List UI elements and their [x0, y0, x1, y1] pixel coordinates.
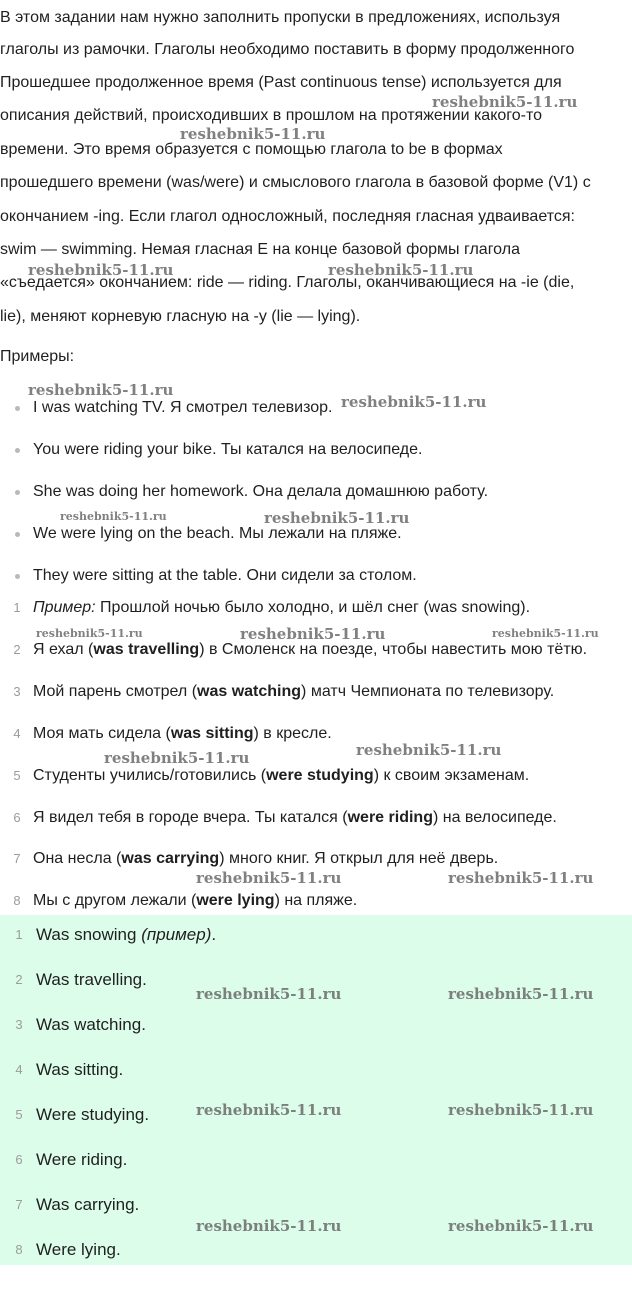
exercise-answer: was travelling [93, 641, 200, 658]
exercise-number: 7 [13, 851, 21, 866]
exercise-item: Она несла (was carrying) много книг. Я открыл для неё дверь. [33, 850, 499, 867]
watermark: reshebnik5-11.ru [240, 625, 386, 643]
answer-item: Was travelling. [36, 970, 147, 989]
watermark: reshebnik5-11.ru [448, 1217, 594, 1235]
answer-number: 4 [15, 1062, 23, 1077]
watermark: reshebnik5-11.ru [196, 869, 342, 887]
example-note: (пример) [141, 925, 212, 944]
exercise-number: 8 [13, 893, 21, 908]
exercise-number: 3 [13, 684, 21, 699]
examples-title: Примеры: [0, 348, 75, 365]
answer-item: Were riding. [36, 1150, 128, 1169]
intro-line: глаголы из рамочки. Глаголы необходимо поставить в форму продолженного [0, 41, 575, 58]
bullet-icon [15, 574, 20, 579]
exercise-item: Студенты учились/готовились (were studying) к своим экзаменам. [33, 767, 530, 784]
example-item: You were riding your bike. Ты катался на велосипеде. [33, 441, 423, 458]
exercise-number: 6 [13, 810, 21, 825]
bullet-icon [15, 532, 20, 537]
exercise-number: 2 [13, 642, 21, 657]
example-item: They were sitting at the table. Они сидели за столом. [33, 567, 417, 584]
exercise-item: Пример: Прошлой ночью было холодно, и шёл снег (was snowing). [33, 599, 531, 616]
answer-number: 2 [15, 972, 23, 987]
intro-line: lie), меняют корневую гласную на -y (lie — lying). [0, 308, 361, 325]
exercise-answer: was watching [197, 683, 302, 700]
watermark: reshebnik5-11.ru [60, 510, 167, 523]
watermark: reshebnik5-11.ru [448, 985, 594, 1003]
exercise-answer: were lying [196, 892, 275, 909]
intro-line: swim — swimming. Немая гласная Е на конце базовой формы глагола [0, 241, 520, 258]
watermark: reshebnik5-11.ru [104, 749, 250, 767]
answer-number: 1 [15, 927, 23, 942]
exercise-item: Я ехал (was travelling) в Смоленск на поезде, чтобы навестить мою тётю. [33, 641, 588, 658]
watermark: reshebnik5-11.ru [448, 869, 594, 887]
answer-number: 7 [15, 1197, 23, 1212]
watermark: reshebnik5-11.ru [28, 261, 174, 279]
answer-number: 6 [15, 1152, 23, 1167]
bullet-icon [15, 490, 20, 495]
watermark: reshebnik5-11.ru [196, 985, 342, 1003]
exercise-number: 4 [13, 726, 21, 741]
example-item: I was watching TV. Я смотрел телевизор. [33, 399, 333, 416]
answer-item: Was carrying. [36, 1195, 140, 1214]
answer-item: Was watching. [36, 1015, 146, 1034]
watermark: reshebnik5-11.ru [328, 261, 474, 279]
intro-line: Прошедшее продолженное время (Past continuous tense) используется для [0, 74, 562, 91]
intro-line: времени. Это время образуется с помощью глагола to be в формах [0, 141, 503, 158]
exercise-answer: was carrying [121, 850, 220, 867]
intro-line: окончанием -ing. Если глагол односложный, последняя гласная удваивается: [0, 208, 575, 225]
watermark: reshebnik5-11.ru [356, 741, 502, 759]
answer-item: Was sitting. [36, 1060, 124, 1079]
intro-line: прошедшего времени (was/were) и смыслового глагола в базовой форме (V1) с [0, 174, 591, 191]
example-label: Пример: [33, 599, 96, 616]
answer-item: Was snowing (пример). [36, 925, 217, 944]
exercise-answer: were riding [347, 809, 433, 826]
watermark: reshebnik5-11.ru [264, 509, 410, 527]
exercise-item: Моя мать сидела (was sitting) в кресле. [33, 725, 332, 742]
answer-number: 5 [15, 1107, 23, 1122]
intro-line: описания действий, происходивших в прошлом на протяжении какого-то [0, 107, 543, 124]
answer-number: 8 [15, 1242, 23, 1257]
watermark: reshebnik5-11.ru [28, 381, 174, 399]
example-item: We were lying on the beach. Мы лежали на пляже. [33, 525, 402, 542]
watermark: reshebnik5-11.ru [196, 1101, 342, 1119]
watermark: reshebnik5-11.ru [36, 627, 143, 640]
intro-line: «съедается» окончанием: ride — riding. Глаголы, оканчивающиеся на -ie (die, [0, 274, 575, 291]
intro-line: В этом задании нам нужно заполнить пропуски в предложениях, используя [0, 9, 561, 26]
exercise-answer: were studying [266, 767, 374, 784]
example-item: She was doing her homework. Она делала домашнюю работу. [33, 483, 489, 500]
watermark: reshebnik5-11.ru [432, 93, 578, 111]
exercise-answer: was sitting [170, 725, 254, 742]
exercise-item: Я видел тебя в городе вчера. Ты катался (were riding) на велосипеде. [33, 809, 557, 826]
watermark: reshebnik5-11.ru [180, 125, 326, 143]
watermark: reshebnik5-11.ru [341, 393, 487, 411]
bullet-icon [15, 406, 20, 411]
bullet-icon [15, 448, 20, 453]
exercise-number: 1 [13, 600, 21, 615]
answer-item: Were lying. [36, 1240, 121, 1259]
answer-number: 3 [15, 1017, 23, 1032]
answer-item: Were studying. [36, 1105, 150, 1124]
answers-panel [0, 915, 632, 1265]
exercise-item: Мой парень смотрел (was watching) матч Чемпионата по телевизору. [33, 683, 555, 700]
watermark: reshebnik5-11.ru [492, 627, 599, 640]
exercise-number: 5 [13, 768, 21, 783]
exercise-item: Мы с другом лежали (were lying) на пляже. [33, 892, 358, 909]
watermark: reshebnik5-11.ru [196, 1217, 342, 1235]
watermark: reshebnik5-11.ru [448, 1101, 594, 1119]
